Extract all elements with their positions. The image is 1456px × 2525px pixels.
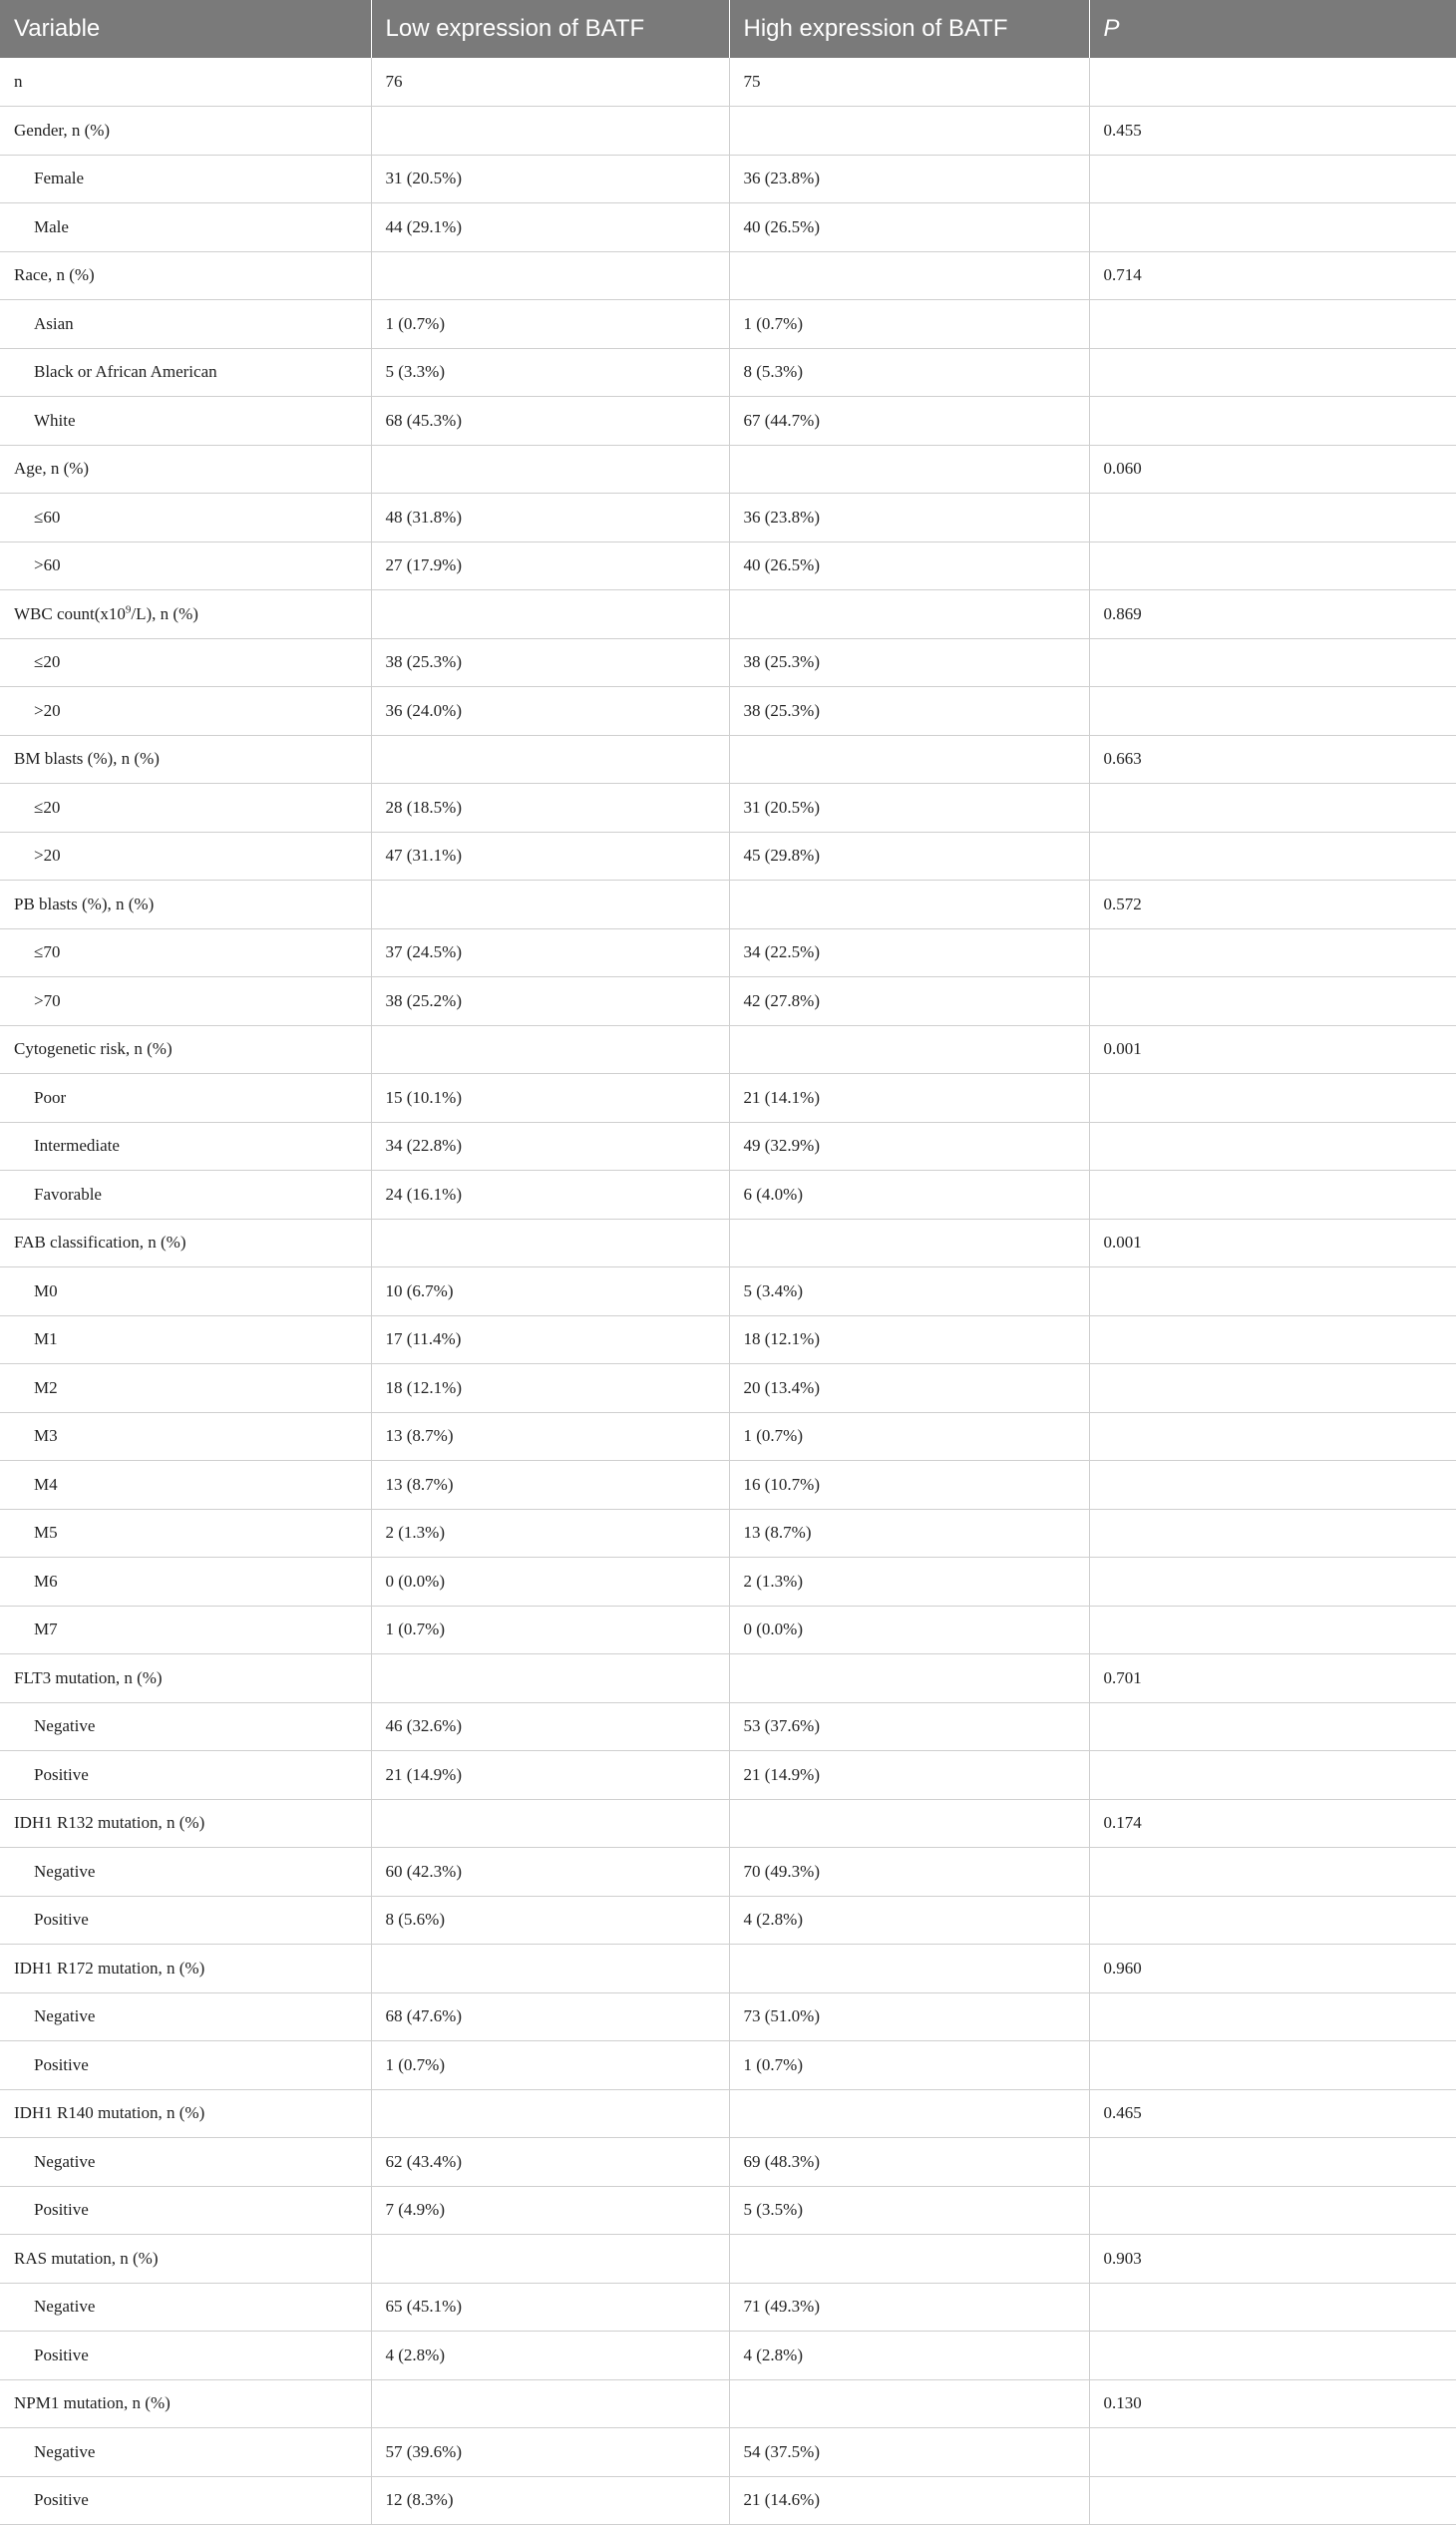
low-expression-cell — [371, 881, 729, 929]
high-expression-cell: 40 (26.5%) — [729, 203, 1089, 252]
high-expression-cell: 18 (12.1%) — [729, 1315, 1089, 1364]
low-expression-cell — [371, 1654, 729, 1703]
table-row — [0, 735, 1456, 784]
p-value-cell — [1089, 1896, 1456, 1945]
row-label: Cytogenetic risk, n (%) — [0, 1025, 371, 1074]
table-row — [0, 348, 1456, 397]
table-row — [0, 397, 1456, 446]
p-value-cell — [1089, 1558, 1456, 1607]
p-value-cell — [1089, 2041, 1456, 2090]
high-expression-cell: 38 (25.3%) — [729, 638, 1089, 687]
low-expression-cell: 5 (3.3%) — [371, 348, 729, 397]
table-row — [0, 1509, 1456, 1558]
table-row — [0, 251, 1456, 300]
table-row — [0, 1606, 1456, 1654]
row-label: IDH1 R140 mutation, n (%) — [0, 2089, 371, 2138]
row-label: Black or African American — [0, 348, 371, 397]
high-expression-cell: 4 (2.8%) — [729, 2332, 1089, 2380]
high-expression-cell: 1 (0.7%) — [729, 300, 1089, 349]
row-label: >20 — [0, 832, 371, 881]
high-expression-cell: 45 (29.8%) — [729, 832, 1089, 881]
high-expression-cell — [729, 1025, 1089, 1074]
high-expression-cell: 21 (14.9%) — [729, 1751, 1089, 1800]
low-expression-cell: 65 (45.1%) — [371, 2283, 729, 2332]
row-label: >20 — [0, 687, 371, 736]
p-value-cell: 0.663 — [1089, 735, 1456, 784]
p-value-cell — [1089, 1122, 1456, 1171]
high-expression-cell: 16 (10.7%) — [729, 1461, 1089, 1510]
high-expression-cell: 49 (32.9%) — [729, 1122, 1089, 1171]
low-expression-cell: 37 (24.5%) — [371, 928, 729, 977]
table-row — [0, 203, 1456, 252]
table-row — [0, 1992, 1456, 2041]
low-expression-cell — [371, 590, 729, 639]
p-value-cell — [1089, 2186, 1456, 2235]
p-value-cell — [1089, 1267, 1456, 1316]
table-row — [0, 1945, 1456, 1993]
low-expression-cell — [371, 735, 729, 784]
p-value-cell: 0.572 — [1089, 881, 1456, 929]
row-label: Negative — [0, 1848, 371, 1897]
table-row — [0, 1315, 1456, 1364]
p-value-cell — [1089, 977, 1456, 1026]
low-expression-cell: 48 (31.8%) — [371, 494, 729, 542]
table-row — [0, 1122, 1456, 1171]
table-row — [0, 1412, 1456, 1461]
table-row — [0, 1171, 1456, 1220]
high-expression-cell — [729, 2089, 1089, 2138]
row-label: ≤60 — [0, 494, 371, 542]
low-expression-cell: 44 (29.1%) — [371, 203, 729, 252]
row-label: ≤20 — [0, 638, 371, 687]
header-high-expression: High expression of BATF — [729, 0, 1089, 58]
low-expression-cell: 36 (24.0%) — [371, 687, 729, 736]
p-value-cell — [1089, 2138, 1456, 2187]
table-row — [0, 1267, 1456, 1316]
table-row — [0, 58, 1456, 107]
row-label: ≤20 — [0, 784, 371, 833]
table-row — [0, 2186, 1456, 2235]
high-expression-cell: 34 (22.5%) — [729, 928, 1089, 977]
low-expression-cell: 13 (8.7%) — [371, 1461, 729, 1510]
row-label: ≤70 — [0, 928, 371, 977]
p-value-cell — [1089, 58, 1456, 107]
p-value-cell — [1089, 687, 1456, 736]
table-row — [0, 2379, 1456, 2428]
p-value-cell — [1089, 832, 1456, 881]
low-expression-cell: 1 (0.7%) — [371, 2041, 729, 2090]
row-label: Positive — [0, 2041, 371, 2090]
high-expression-cell: 13 (8.7%) — [729, 1509, 1089, 1558]
row-label: Negative — [0, 2283, 371, 2332]
high-expression-cell: 1 (0.7%) — [729, 2041, 1089, 2090]
row-label: IDH1 R132 mutation, n (%) — [0, 1799, 371, 1848]
table-row — [0, 1219, 1456, 1267]
high-expression-cell — [729, 1945, 1089, 1993]
high-expression-cell: 69 (48.3%) — [729, 2138, 1089, 2187]
high-expression-cell — [729, 1219, 1089, 1267]
low-expression-cell: 2 (1.3%) — [371, 1509, 729, 1558]
table-row — [0, 2089, 1456, 2138]
high-expression-cell — [729, 881, 1089, 929]
high-expression-cell: 40 (26.5%) — [729, 541, 1089, 590]
header-low-expression: Low expression of BATF — [371, 0, 729, 58]
high-expression-cell: 5 (3.4%) — [729, 1267, 1089, 1316]
row-label: M5 — [0, 1509, 371, 1558]
row-label: >70 — [0, 977, 371, 1026]
row-label: Male — [0, 203, 371, 252]
low-expression-cell: 34 (22.8%) — [371, 1122, 729, 1171]
high-expression-cell: 5 (3.5%) — [729, 2186, 1089, 2235]
low-expression-cell — [371, 445, 729, 494]
high-expression-cell — [729, 2235, 1089, 2284]
row-label: Negative — [0, 1702, 371, 1751]
table-row — [0, 155, 1456, 203]
p-value-cell: 0.903 — [1089, 2235, 1456, 2284]
p-value-cell — [1089, 541, 1456, 590]
low-expression-cell — [371, 1799, 729, 1848]
row-label: Favorable — [0, 1171, 371, 1220]
p-value-cell — [1089, 1751, 1456, 1800]
table-row — [0, 1848, 1456, 1897]
low-expression-cell: 68 (45.3%) — [371, 397, 729, 446]
p-value-cell — [1089, 2332, 1456, 2380]
p-value-cell: 0.465 — [1089, 2089, 1456, 2138]
table-row — [0, 1558, 1456, 1607]
row-label — [0, 590, 371, 639]
high-expression-cell: 8 (5.3%) — [729, 348, 1089, 397]
low-expression-cell: 12 (8.3%) — [371, 2476, 729, 2525]
high-expression-cell: 21 (14.1%) — [729, 1074, 1089, 1123]
row-label: >60 — [0, 541, 371, 590]
high-expression-cell: 0 (0.0%) — [729, 1606, 1089, 1654]
low-expression-cell: 13 (8.7%) — [371, 1412, 729, 1461]
p-value-cell — [1089, 348, 1456, 397]
row-label: M6 — [0, 1558, 371, 1607]
high-expression-cell: 75 — [729, 58, 1089, 107]
high-expression-cell — [729, 445, 1089, 494]
row-label: RAS mutation, n (%) — [0, 2235, 371, 2284]
table-row — [0, 541, 1456, 590]
p-value-cell: 0.960 — [1089, 1945, 1456, 1993]
high-expression-cell — [729, 1799, 1089, 1848]
row-label: PB blasts (%), n (%) — [0, 881, 371, 929]
p-value-cell — [1089, 2428, 1456, 2477]
row-label-superscript: 9 — [125, 603, 132, 616]
high-expression-cell: 70 (49.3%) — [729, 1848, 1089, 1897]
table-row — [0, 2332, 1456, 2380]
low-expression-cell: 46 (32.6%) — [371, 1702, 729, 1751]
low-expression-cell — [371, 2089, 729, 2138]
table-row — [0, 1751, 1456, 1800]
low-expression-cell: 38 (25.2%) — [371, 977, 729, 1026]
row-label-suffix: /L), n (%) — [131, 603, 198, 623]
p-value-cell: 0.001 — [1089, 1219, 1456, 1267]
p-value-cell — [1089, 1074, 1456, 1123]
table-row — [0, 638, 1456, 687]
p-value-cell — [1089, 1412, 1456, 1461]
low-expression-cell — [371, 107, 729, 156]
low-expression-cell: 60 (42.3%) — [371, 1848, 729, 1897]
row-label: Asian — [0, 300, 371, 349]
p-value-cell — [1089, 397, 1456, 446]
low-expression-cell: 24 (16.1%) — [371, 1171, 729, 1220]
row-label: M7 — [0, 1606, 371, 1654]
row-label: Positive — [0, 1751, 371, 1800]
row-label: M1 — [0, 1315, 371, 1364]
p-value-cell — [1089, 2283, 1456, 2332]
header-row — [0, 0, 1456, 58]
high-expression-cell: 38 (25.3%) — [729, 687, 1089, 736]
header-variable: Variable — [0, 0, 371, 58]
table-row — [0, 1461, 1456, 1510]
row-label: Negative — [0, 1992, 371, 2041]
p-value-cell — [1089, 638, 1456, 687]
table-row — [0, 687, 1456, 736]
p-value-cell — [1089, 1461, 1456, 1510]
p-value-cell — [1089, 494, 1456, 542]
row-label: Poor — [0, 1074, 371, 1123]
row-label: FLT3 mutation, n (%) — [0, 1654, 371, 1703]
p-value-cell: 0.130 — [1089, 2379, 1456, 2428]
row-label: BM blasts (%), n (%) — [0, 735, 371, 784]
high-expression-cell: 42 (27.8%) — [729, 977, 1089, 1026]
p-value-cell — [1089, 1315, 1456, 1364]
high-expression-cell — [729, 107, 1089, 156]
row-label: White — [0, 397, 371, 446]
table-row — [0, 494, 1456, 542]
row-label: M3 — [0, 1412, 371, 1461]
low-expression-cell — [371, 2379, 729, 2428]
table-row — [0, 1654, 1456, 1703]
low-expression-cell: 76 — [371, 58, 729, 107]
low-expression-cell — [371, 1219, 729, 1267]
high-expression-cell: 54 (37.5%) — [729, 2428, 1089, 2477]
high-expression-cell: 2 (1.3%) — [729, 1558, 1089, 1607]
p-value-cell: 0.455 — [1089, 107, 1456, 156]
p-value-cell — [1089, 155, 1456, 203]
high-expression-cell: 21 (14.6%) — [729, 2476, 1089, 2525]
row-label: IDH1 R172 mutation, n (%) — [0, 1945, 371, 1993]
high-expression-cell: 71 (49.3%) — [729, 2283, 1089, 2332]
low-expression-cell: 17 (11.4%) — [371, 1315, 729, 1364]
row-label-text: WBC count(x10 — [14, 603, 126, 623]
p-value-cell: 0.714 — [1089, 251, 1456, 300]
low-expression-cell: 38 (25.3%) — [371, 638, 729, 687]
row-label: Race, n (%) — [0, 251, 371, 300]
p-value-cell — [1089, 1848, 1456, 1897]
p-value-cell — [1089, 2476, 1456, 2525]
p-value-cell — [1089, 1992, 1456, 2041]
table-row — [0, 928, 1456, 977]
row-label: M4 — [0, 1461, 371, 1510]
low-expression-cell — [371, 1025, 729, 1074]
table-row — [0, 784, 1456, 833]
table-row — [0, 1074, 1456, 1123]
table-row — [0, 2283, 1456, 2332]
table-row — [0, 2041, 1456, 2090]
low-expression-cell: 28 (18.5%) — [371, 784, 729, 833]
table-row — [0, 1896, 1456, 1945]
table-row — [0, 832, 1456, 881]
p-value-cell — [1089, 1171, 1456, 1220]
low-expression-cell: 57 (39.6%) — [371, 2428, 729, 2477]
high-expression-cell: 73 (51.0%) — [729, 1992, 1089, 2041]
table-row — [0, 1702, 1456, 1751]
low-expression-cell: 15 (10.1%) — [371, 1074, 729, 1123]
p-value-cell — [1089, 300, 1456, 349]
low-expression-cell: 0 (0.0%) — [371, 1558, 729, 1607]
row-label: M2 — [0, 1364, 371, 1413]
low-expression-cell: 68 (47.6%) — [371, 1992, 729, 2041]
low-expression-cell: 62 (43.4%) — [371, 2138, 729, 2187]
high-expression-cell: 4 (2.8%) — [729, 1896, 1089, 1945]
p-value-cell — [1089, 203, 1456, 252]
table-row — [0, 1799, 1456, 1848]
p-value-cell: 0.174 — [1089, 1799, 1456, 1848]
low-expression-cell: 10 (6.7%) — [371, 1267, 729, 1316]
high-expression-cell: 53 (37.6%) — [729, 1702, 1089, 1751]
low-expression-cell: 7 (4.9%) — [371, 2186, 729, 2235]
table-row — [0, 977, 1456, 1026]
p-value-cell: 0.869 — [1089, 590, 1456, 639]
high-expression-cell: 31 (20.5%) — [729, 784, 1089, 833]
table-row — [0, 1364, 1456, 1413]
p-value-cell — [1089, 1702, 1456, 1751]
high-expression-cell — [729, 590, 1089, 639]
low-expression-cell: 21 (14.9%) — [371, 1751, 729, 1800]
low-expression-cell: 18 (12.1%) — [371, 1364, 729, 1413]
table-row — [0, 300, 1456, 349]
high-expression-cell — [729, 735, 1089, 784]
p-value-cell — [1089, 1509, 1456, 1558]
row-label: Positive — [0, 2332, 371, 2380]
table-row — [0, 2138, 1456, 2187]
table-row — [0, 881, 1456, 929]
row-label: n — [0, 58, 371, 107]
p-value-cell: 0.001 — [1089, 1025, 1456, 1074]
high-expression-cell — [729, 1654, 1089, 1703]
low-expression-cell: 8 (5.6%) — [371, 1896, 729, 1945]
high-expression-cell: 67 (44.7%) — [729, 397, 1089, 446]
low-expression-cell — [371, 251, 729, 300]
low-expression-cell: 1 (0.7%) — [371, 300, 729, 349]
low-expression-cell: 1 (0.7%) — [371, 1606, 729, 1654]
low-expression-cell: 31 (20.5%) — [371, 155, 729, 203]
p-value-cell — [1089, 1364, 1456, 1413]
table-row — [0, 2476, 1456, 2525]
row-label: NPM1 mutation, n (%) — [0, 2379, 371, 2428]
table-row — [0, 107, 1456, 156]
p-value-cell — [1089, 928, 1456, 977]
p-value-cell — [1089, 784, 1456, 833]
low-expression-cell: 27 (17.9%) — [371, 541, 729, 590]
row-label: M0 — [0, 1267, 371, 1316]
high-expression-cell: 1 (0.7%) — [729, 1412, 1089, 1461]
table-header — [0, 0, 1456, 58]
low-expression-cell: 47 (31.1%) — [371, 832, 729, 881]
row-label: Negative — [0, 2138, 371, 2187]
header-p-value: P — [1089, 0, 1456, 58]
p-value-cell — [1089, 1606, 1456, 1654]
row-label: Positive — [0, 1896, 371, 1945]
low-expression-cell — [371, 2235, 729, 2284]
row-label: Female — [0, 155, 371, 203]
high-expression-cell: 20 (13.4%) — [729, 1364, 1089, 1413]
row-label: Gender, n (%) — [0, 107, 371, 156]
row-label: FAB classification, n (%) — [0, 1219, 371, 1267]
row-label: Negative — [0, 2428, 371, 2477]
table-row — [0, 1025, 1456, 1074]
table-row — [0, 445, 1456, 494]
table-body — [0, 58, 1456, 2525]
row-label: Positive — [0, 2186, 371, 2235]
row-label: Intermediate — [0, 1122, 371, 1171]
row-label: Positive — [0, 2476, 371, 2525]
high-expression-cell: 6 (4.0%) — [729, 1171, 1089, 1220]
low-expression-cell — [371, 1945, 729, 1993]
table-row — [0, 2235, 1456, 2284]
high-expression-cell — [729, 251, 1089, 300]
table-row — [0, 2428, 1456, 2477]
p-value-cell: 0.701 — [1089, 1654, 1456, 1703]
p-value-cell: 0.060 — [1089, 445, 1456, 494]
high-expression-cell: 36 (23.8%) — [729, 155, 1089, 203]
row-label: Age, n (%) — [0, 445, 371, 494]
high-expression-cell — [729, 2379, 1089, 2428]
table-row — [0, 590, 1456, 639]
low-expression-cell: 4 (2.8%) — [371, 2332, 729, 2380]
high-expression-cell: 36 (23.8%) — [729, 494, 1089, 542]
